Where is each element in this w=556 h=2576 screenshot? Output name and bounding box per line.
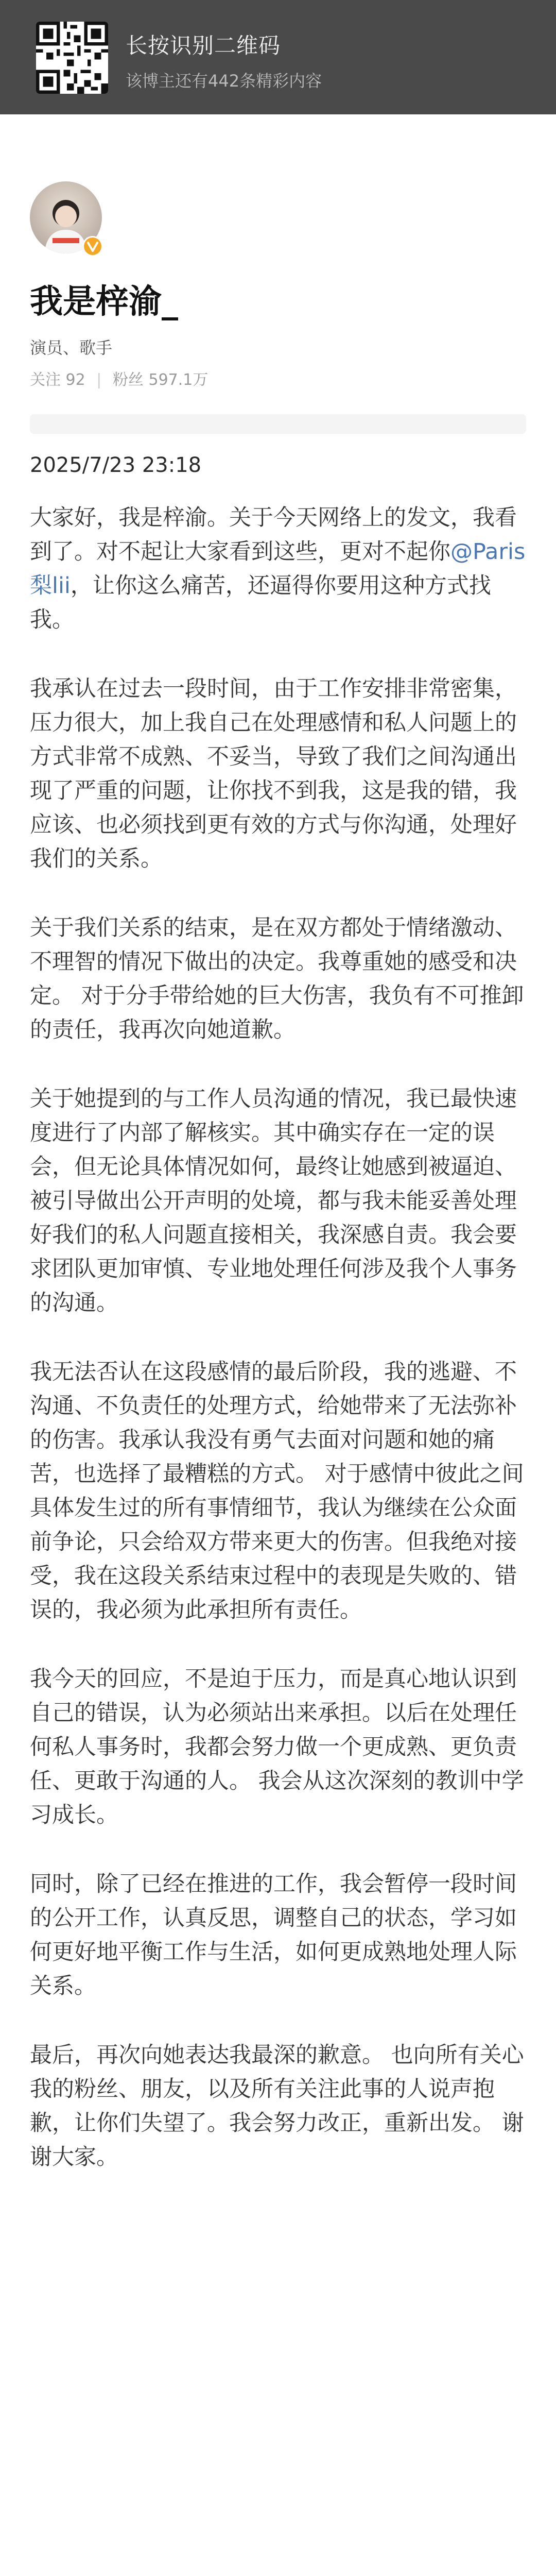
post-paragraph-4: 关于她提到的与工作人员沟通的情况，我已最快速度进行了内部了解核实。其中确实存在一定的误会，但无论具体情况如何，最终让她感到被逼迫、被引导做出公开声明的处境，都与我未能妥善处理好我们的私人问题直接相关，我深感自责。我会要求团队更加审慎、专业地处理任何涉及我个人事务的沟通。 (30, 1086, 517, 1316)
profile-role: 演员、歌手 (30, 338, 113, 358)
post-text: 大家好，我是梓渝。关于今天网络上的发文，我看到了。对不起让大家看到这些，更对不起你 (30, 505, 517, 565)
fans-label: 粉丝 (112, 371, 144, 389)
follow-count: 92 (65, 371, 85, 389)
post-date: 2025/7/23 23:18 (30, 453, 202, 477)
post-paragraph-7: 同时，除了已经在推进的工作，我会暂停一段时间的公开工作，认真反思，调整自己的状态，学习如何更好地平衡工作与生活，如何更成熟地处理人际关系。 (30, 1871, 517, 1999)
post-paragraph-6: 我今天的回应，不是迫于压力，而是真心地认识到自己的错误，认为必须站出来承担。以后在处理任何私人事务时，我都会努力做一个更成熟、更负责任、更敢于沟通的人。 我会从这次深刻的教训中学习成长。 (30, 1666, 524, 1828)
stats-separator: | (96, 371, 102, 389)
divider-bar (30, 414, 526, 434)
post-paragraph-3: 关于我们关系的结束，是在双方都处于情绪激动、不理智的情况下做出的决定。我尊重她的感受和决定。 对于分手带给她的巨大伤害，我负有不可推卸的责任，我再次向她道歉。 (30, 915, 524, 1043)
post-paragraph-2: 我承认在过去一段时间，由于工作安排非常密集，压力很大，加上我自己在处理感情和私人问题上的方式非常不成熟、不妥当，导致了我们之间沟通出现了严重的问题，让你找不到我，这是我的错，我应该、也必须找到更有效的方式与你沟通，处理好我们的关系。 (30, 676, 517, 872)
post-paragraph-1 (30, 501, 526, 637)
profile-name: 我是梓渝_ (30, 283, 178, 321)
fans-count: 597.1万 (148, 371, 208, 389)
banner-title: 长按识别二维码 (126, 33, 281, 58)
post-paragraph-8: 最后，再次向她表达我最深的歉意。 也向所有关心我的粉丝、朋友，以及所有关注此事的人说声抱歉，让你们失望了。我会努力改正，重新出发。 谢谢大家。 (30, 2042, 524, 2170)
post-paragraph-5: 我无法否认在这段感情的最后阶段，我的逃避、不沟通、不负责任的处理方式，给她带来了无法弥补的伤害。我承认我没有勇气去面对问题和她的痛苦，也选择了最糟糕的方式。 对于感情中彼此之间具体发生过的所有事情细节，我认为继续在公众面前争论，只会给双方带来更大的伤害。但我绝对接受，我在这段关系结束过程中的表现是失败的、错误的，我必须为此承担所有责任。 (30, 1359, 524, 1623)
mention-link[interactable]: @Paris梨lii (30, 539, 526, 599)
profile-stats (30, 367, 208, 389)
verified-badge-icon (82, 236, 103, 257)
post-text: ，让你这么痛苦，还逼得你要用这种方式找我。 (30, 573, 491, 633)
banner-subtitle: 该博主还有442条精彩内容 (126, 71, 322, 91)
qr-code-top[interactable] (36, 22, 108, 94)
post-body (30, 501, 526, 2174)
follow-label: 关注 (30, 371, 61, 389)
